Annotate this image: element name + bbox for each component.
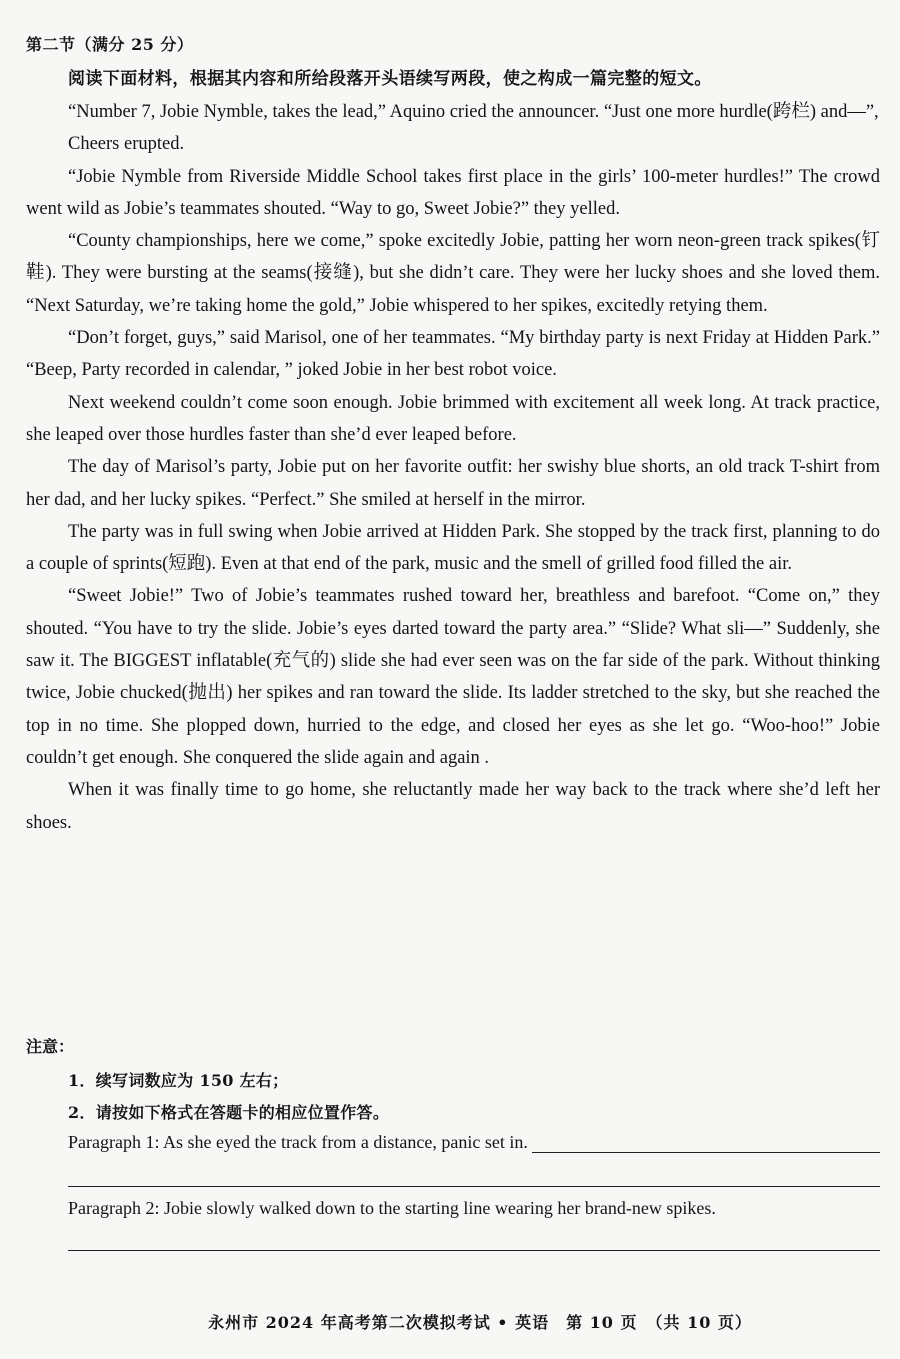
- answer-line[interactable]: [68, 1250, 880, 1251]
- story-paragraph: “Number 7, Jobie Nymble, takes the lead,” Aquino cried the announcer. “Just one more hurdle(跨栏) and—”,: [68, 102, 879, 122]
- section-heading: 第二节（满分 25 分）: [26, 35, 194, 54]
- story-text: [26, 96, 880, 839]
- story-paragraph: The day of Marisol’s party, Jobie put on her favorite outfit: her swishy blue shorts, an old track T-shirt from her dad, and her lucky spikes. “Perfect.” She smiled at herself in the mirror.: [26, 457, 880, 510]
- paragraph-2-prompt: [68, 1198, 880, 1219]
- paragraph-1-text: Paragraph 1: As she eyed the track from a distance, panic set in.: [68, 1132, 528, 1152]
- paragraph-2-text: Paragraph 2: Jobie slowly walked down to the starting line wearing her brand-new spikes.: [68, 1198, 716, 1218]
- story-paragraph: Next weekend couldn’t come soon enough. Jobie brimmed with excitement all week long. At track practice, she leaped over those hurdles faster than she’d ever leaped before.: [26, 392, 880, 445]
- answer-line[interactable]: [68, 1186, 880, 1187]
- paragraph-1-prompt: [68, 1132, 880, 1153]
- story-paragraph: “Don’t forget, guys,” said Marisol, one of her teammates. “My birthday party is next Friday at Hidden Park.” “Beep, Party recorded in calendar, ” joked Jobie in her best robot voice.: [26, 328, 880, 381]
- story-paragraph: The party was in full swing when Jobie arrived at Hidden Park. She stopped by the track first, planning to do a couple of sprints(短跑). Even at that end of the park, music and the smell of grilled food filled the air.: [26, 521, 880, 575]
- note-item: 1．续写词数应为 150 左右；: [68, 1071, 289, 1090]
- section-instruction: 阅读下面材料，根据其内容和所给段落开头语续写两段，使之构成一篇完整的短文。: [68, 69, 712, 89]
- story-paragraph: When it was finally time to go home, she reluctantly made her way back to the track where she’d left her shoes.: [26, 780, 880, 833]
- answer-line[interactable]: [532, 1134, 880, 1153]
- note-item: 2．请按如下格式在答题卡的相应位置作答。: [68, 1103, 390, 1122]
- story-paragraph: “Jobie Nymble from Riverside Middle School takes first place in the girls’ 100-meter hurdles!” The crowd went wild as Jobie’s teammates shouted. “Way to go, Sweet Jobie?” they yelled.: [26, 166, 880, 219]
- story-paragraph: “County championships, here we come,” spoke excitedly Jobie, patting her worn neon-green track spikes(钉鞋). They were bursting at the seams(接缝), but she didn’t care. They were her lucky shoes and she loved them. “Next Saturday, we’re taking home the gold,” Jobie whispered to her spikes, excitedly retying them.: [26, 231, 880, 316]
- notes-label: 注意：: [26, 1037, 75, 1056]
- page-footer: 永州市 2024 年高考第二次模拟考试 • 英语 第 10 页 （共 10 页）: [208, 1313, 752, 1332]
- story-paragraph: Cheers erupted.: [68, 134, 185, 155]
- story-paragraph: “Sweet Jobie!” Two of Jobie’s teammates rushed toward her, breathless and barefoot. “Come on,” they shouted. “You have to try the slide. Jobie’s eyes darted toward the party area.” “Slide? What sli—” Suddenly, she saw it. The BIGGEST inflatable(充气的) slide she had ever seen was on the far side of the park. Without thinking twice, Jobie chucked(抛出) her spikes and ran toward the slide. Its ladder stretched to the sky, but she reached the top in no time. She plopped down, hurried to the edge, and closed her eyes as she let go. “Woo-hoo!” Jobie couldn’t get enough. She conquered the slide again and again .: [26, 586, 880, 768]
